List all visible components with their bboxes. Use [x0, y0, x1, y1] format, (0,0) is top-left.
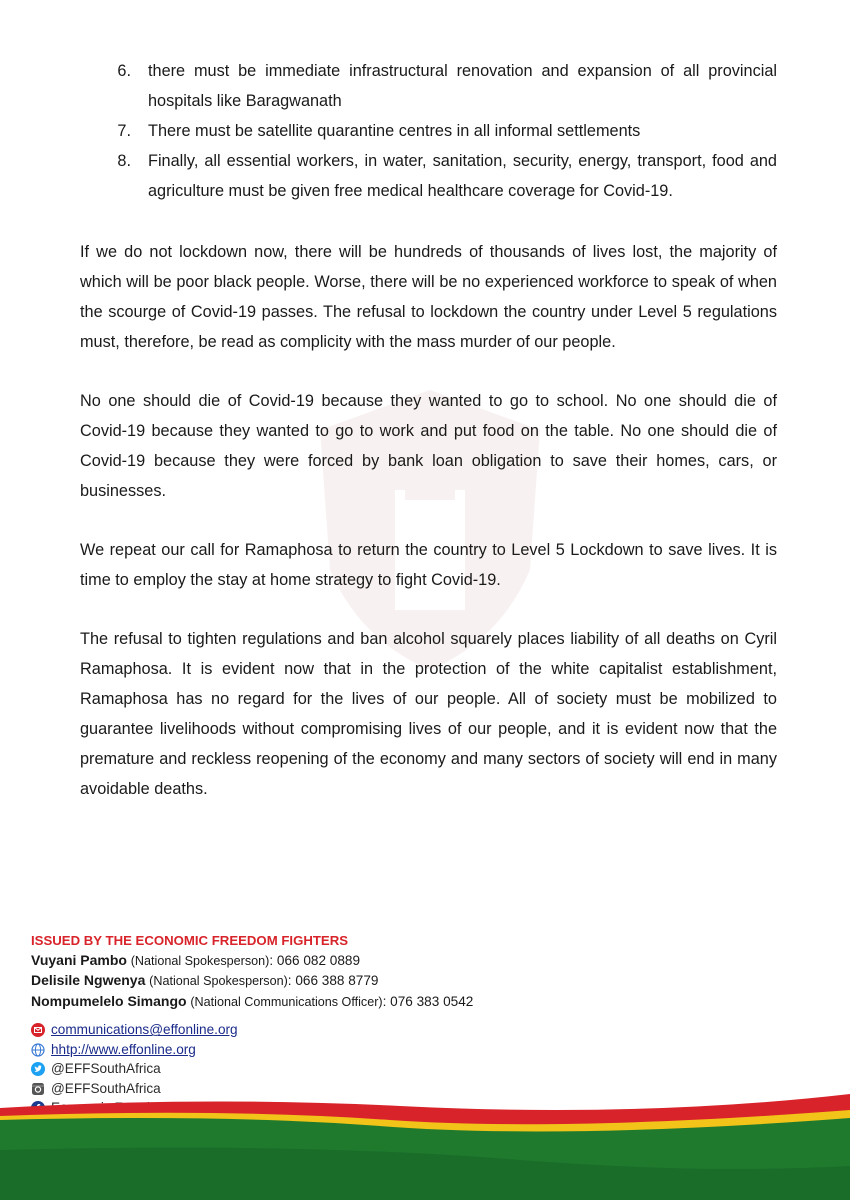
document-body	[80, 56, 777, 833]
demands-list	[80, 56, 777, 206]
paragraph-refusal: The refusal to tighten regulations and ban alcohol squarely places liability of all deaths on Cyril Ramaphosa. It is evident now that in the protection of the white capitalist establishment, Ramaphosa has no regard for the lives of our people. All of society must be mobilized to guarantee livelihoods without compromising lives of our people, and it is evident now that the premature and reckless reopening of the economy and many sectors of society will end in many avoidable deaths.	[80, 630, 777, 798]
contact-phone: : 066 388 8779	[287, 973, 379, 989]
twitter-icon	[31, 1062, 45, 1076]
list-item	[80, 116, 777, 146]
contact-name: Nompumelelo Simango	[31, 992, 187, 1009]
list-item	[80, 56, 777, 116]
globe-icon	[31, 1043, 45, 1057]
paragraph-no-one-should-die: No one should die of Covid-19 because they wanted to go to school. No one should die of Covid-19 because they wanted to go to work and put food on the table. No one should die of Covid-19 because they were forced by bank loan obligation to save their homes, cars, or businesses.	[80, 392, 777, 500]
list-text: There must be satellite quarantine centres in all informal settlements	[148, 122, 641, 140]
contact-role: (National Communications Officer)	[190, 994, 383, 1009]
list-item	[80, 146, 777, 206]
contact-line	[31, 971, 731, 992]
email-link[interactable]: communications@effonline.org	[51, 1022, 238, 1038]
list-number: 8.	[117, 152, 131, 170]
contact-line	[31, 992, 731, 1013]
email-icon	[31, 1023, 45, 1037]
contact-role: (National Spokesperson)	[149, 974, 288, 989]
instagram-handle[interactable]: @EFFSouthAfrica	[51, 1080, 161, 1096]
twitter-handle[interactable]: @EFFSouthAfrica	[51, 1061, 161, 1077]
paragraph-lockdown: If we do not lockdown now, there will be hundreds of thousands of lives lost, the majority of which will be poor black people. Worse, there will be no experienced workforce to speak of when the scourge of Covid-19 passes. The refusal to lockdown the country under Level 5 regulations must, therefore, be read as complicity with the mass murder of our people.	[80, 243, 777, 351]
list-number: 7.	[117, 122, 131, 140]
list-number: 6.	[117, 62, 131, 80]
website-row	[31, 1040, 731, 1060]
contact-line	[31, 951, 731, 972]
contact-phone: : 066 082 0889	[269, 952, 361, 968]
twitter-row	[31, 1059, 731, 1079]
contact-name: Delisile Ngwenya	[31, 972, 146, 989]
list-text: there must be immediate infrastructural renovation and expansion of all provincial hospitals like Baragwanath	[148, 62, 777, 110]
footer-wave-banner	[0, 1090, 850, 1200]
contact-phone: : 076 383 0542	[382, 993, 474, 1009]
list-text: Finally, all essential workers, in water, sanitation, security, energy, transport, food and agriculture must be given free medical healthcare coverage for Covid-19.	[148, 152, 777, 200]
issued-by: ISSUED BY THE ECONOMIC FREEDOM FIGHTERS	[31, 933, 349, 948]
contact-role: (National Spokesperson)	[130, 953, 270, 968]
website-link[interactable]: hhtp://www.effonline.org	[51, 1041, 196, 1057]
email-row	[31, 1020, 731, 1040]
contact-name: Vuyani Pambo	[31, 951, 127, 968]
paragraph-repeat-call: We repeat our call for Ramaphosa to return the country to Level 5 Lockdown to save lives. It is time to employ the stay at home strategy to fight Covid-19.	[80, 541, 777, 589]
